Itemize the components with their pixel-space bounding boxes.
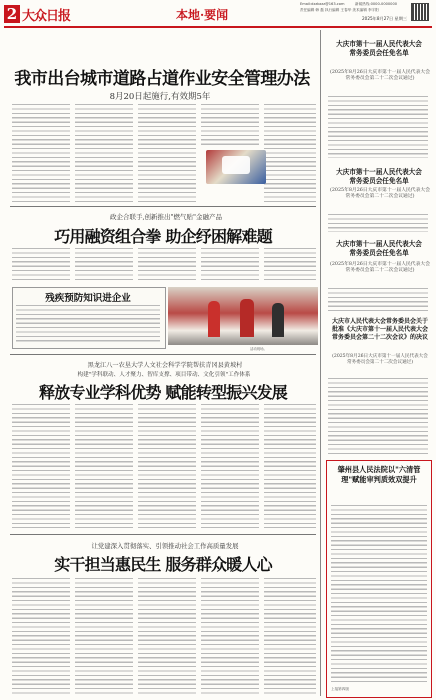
notice-2-title: 大庆市第十一届人民代表大会常务委员会任免名单 [336,168,422,185]
feature-body-col4 [201,248,259,282]
sidebar-divider [320,30,321,696]
boxed-story-body [331,505,427,685]
service-body-col3 [138,578,196,694]
notice-4-title: 大庆市人民代表大会常务委员会关于批准《大庆市第十一届人民代表大会常务委员会第二十二次会议》的决议 [331,318,428,341]
notice-1-body [328,96,428,158]
hotline: 新闻热线:0000-0000000 [355,2,398,6]
lead-body-col1 [12,104,70,202]
feature-inset-title: 残疾预防知识进企业 [45,293,131,304]
feature-body-col2 [75,248,133,282]
lead-body-col3 [138,104,196,202]
service-kicker: 让党建深入贯彻落实、引领推动社会工作高质量发展 [91,542,239,550]
lead-body-col5 [264,104,316,202]
date-line: 2025年8月27日 星期三 [362,16,408,21]
education-body-col3 [138,404,196,528]
email-line: Email:dzzbzzz@163.com [300,2,345,6]
lead-body-col4 [201,104,259,148]
boxed-story-title: 肇州县人民法院以"六清管理"赋能审判质效双提升 [337,465,421,484]
feature-photo [168,287,318,345]
notice-3-title: 大庆市第十一届人民代表大会常务委员会任免名单 [336,240,422,257]
service-body-col2 [75,578,133,694]
lead-photo-badge-icon [222,156,250,174]
qr-code [411,3,429,21]
masthead-rule [4,26,432,28]
editors-line: 责任编辑 韩 磊 执行编辑 王春华 美术编辑 李宇阳 [300,8,379,12]
education-body-col4 [201,404,259,528]
feature-photo-person-2 [240,299,254,337]
service-headline: 实干担当惠民生 服务群众暖人心 [54,555,272,574]
notice-3-meta: (2025年8月26日大庆市第十一届人民代表大会常务委员会第二十二次会议通过) [330,262,430,274]
masthead-logo [4,3,82,25]
education-headline: 释放专业学科优势 赋能转型振兴发展 [39,383,287,402]
feature-body-col5 [264,248,316,282]
lead-body-col2 [75,104,133,202]
notice-4-meta: (2025年8月26日大庆市第十一届人民代表大会常务委员会第二十二次会议通过) [332,354,428,365]
feature-headline: 巧用融资组合拳 助企纾困解难题 [54,227,272,246]
notice-2-meta: (2025年8月26日大庆市第十一届人民代表大会常务委员会第二十二次会议通过) [330,188,430,200]
education-kicker2: 构建"学科联动、人才聚力、智库支撑、项目带动、文化引领"工作体系 [77,372,251,378]
lead-bottom-rule [10,206,316,207]
feature-kicker: 政企合联手,创新推出"燃气贴"金融产品 [109,213,223,221]
boxed-story [326,460,432,698]
education-body-col5 [264,404,316,528]
notice-3-body [328,288,428,312]
feature-photo-caption: 活动现场。 [250,347,267,351]
lead-headline: 我市出台城市道路占道作业安全管理办法 [14,69,310,89]
education-kicker: 黑龙江八一农垦大学人文社会科学学院帮扶青冈县黄坡村 [87,362,243,369]
feature-body-col1 [12,248,70,282]
notice-1-meta: (2025年8月26日大庆市第十一届人民代表大会常务委员会第二十二次会议通过) [330,70,430,82]
service-body-col5 [264,578,316,694]
notice-4-body [328,378,428,456]
notice-2-body [328,214,428,232]
section-title: 本地·要闻 [176,8,229,22]
page-number: 2 [4,5,20,23]
feature-inset-body [16,305,160,343]
education-body-col2 [75,404,133,528]
newspaper-logo: 大众日报 [22,8,71,24]
notice-1-title: 大庆市第十一届人民代表大会常务委员会任免名单 [336,40,422,57]
feature-bottom-rule [10,354,316,355]
feature-photo-person-1 [208,301,220,337]
feature-body-col3 [138,248,196,282]
feature-photo-person-3 [272,303,284,337]
service-body-col1 [12,578,70,694]
boxed-story-footer: 上接第四版 [331,687,349,691]
lead-subhead: 8月20日起施行,有效期5年 [109,92,211,102]
education-body-col1 [12,404,70,528]
education-bottom-rule [10,534,316,535]
lead-photo [206,150,266,184]
service-body-col4 [201,578,259,694]
